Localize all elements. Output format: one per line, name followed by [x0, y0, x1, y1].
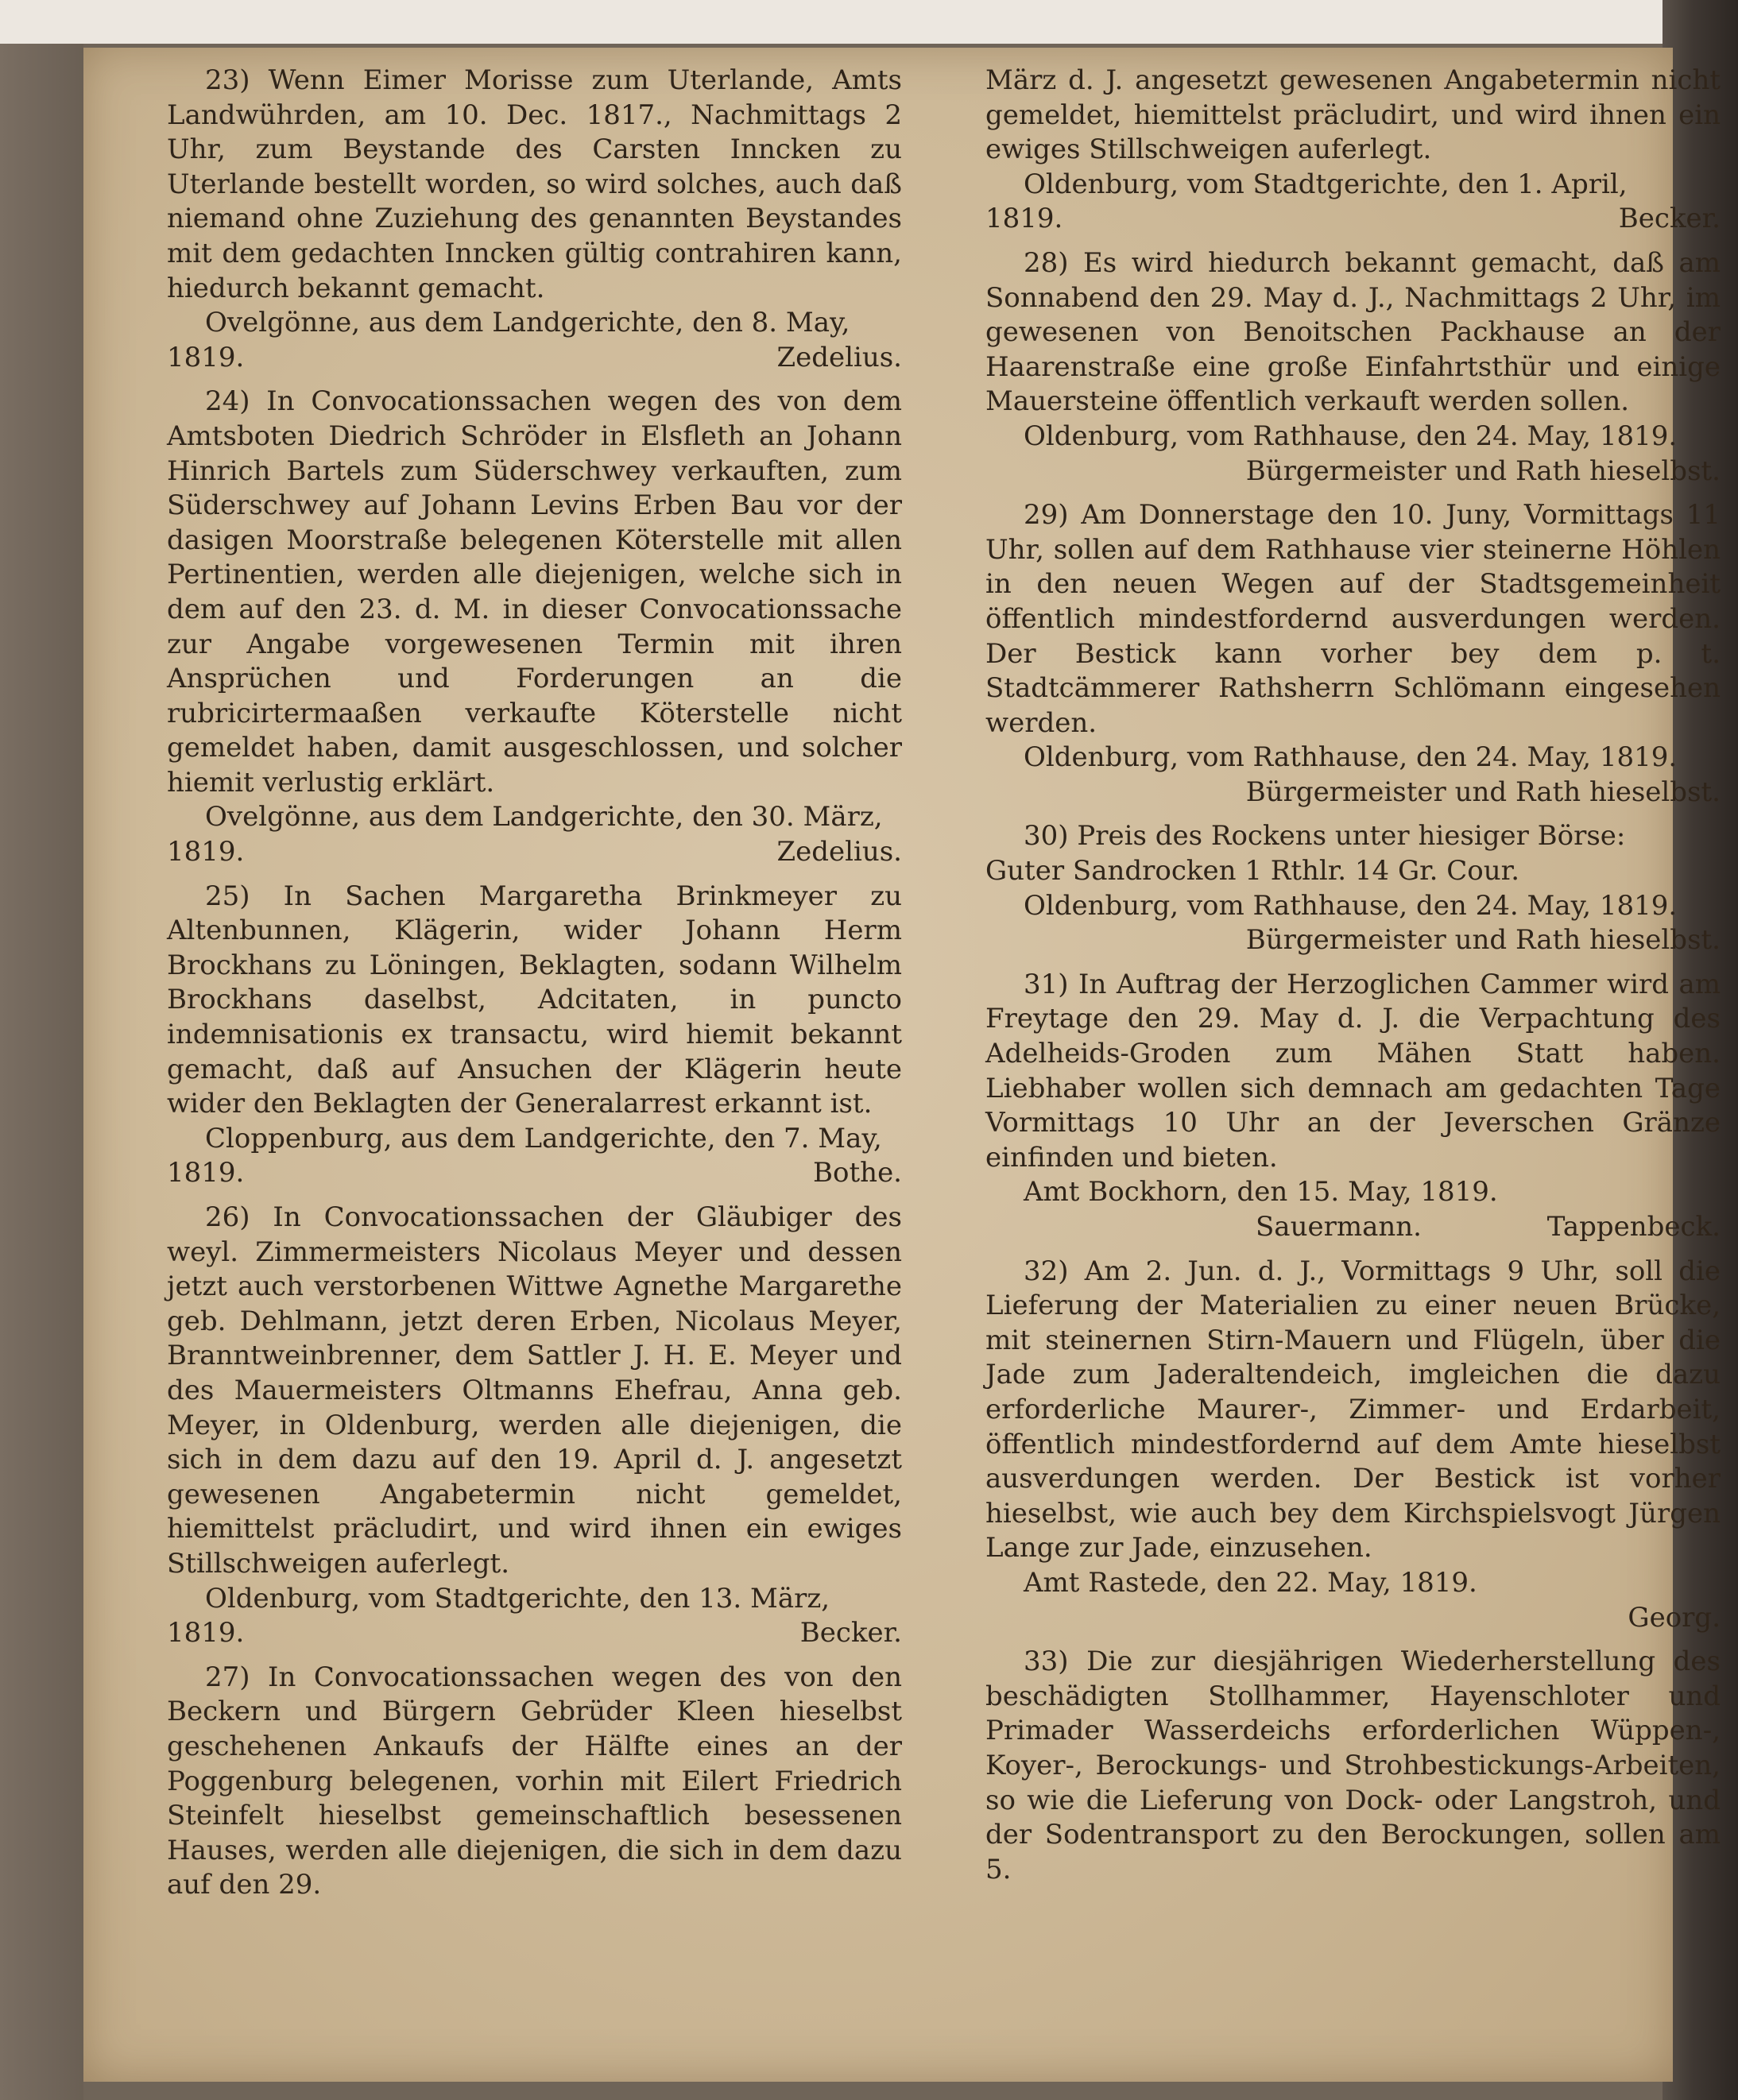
right-column [985, 64, 1721, 1897]
notice-date: Amt Bockhorn, den 15. May, 1819. [1024, 1176, 1498, 1209]
notice-signature-row [167, 835, 902, 870]
notice-text: 29) Am Donnerstage den 10. Juny, Vormittags 11 Uhr, sollen auf dem Rathhause vier steinerne Höhlen in den neuen Wegen auf der Stadtsgemeinheit öffentlich mindestfordernd ausverdungen werden. Der Bestick kann vorher bey dem p. t. Stadtcämmerer Rathsherrn Schlömann eingesehen werden. [985, 499, 1721, 739]
notice-26 [167, 1201, 902, 1651]
notice-31 [985, 968, 1721, 1245]
notice-year: 1819. [167, 341, 245, 373]
notice-signer: Zedelius. [776, 836, 902, 868]
notice-32 [985, 1255, 1721, 1636]
notice-signer: Bürgermeister und Rath hieselbst. [1245, 775, 1721, 808]
notice-price-line: Guter Sandrocken 1 Rthlr. 14 Gr. Cour. [985, 855, 1519, 888]
notice-text: 32) Am 2. Jun. d. J., Vormittags 9 Uhr, soll die Lieferung der Materialien zu einer neuen Brücke, mit steinernen Stirn-Mauern und Flügeln, über die Jade zum Jaderaltendeich, imgleichen die dazu erforderliche Maurer-, Zimmer- und Erdarbeit, öffentlich mindestfordernd auf dem Amte hieselbst ausverdungen werden. Der Bestick ist vorher hieselbst, wie auch bey dem Kirchspielsvogt Jürgen Lange zur Jade, einzusehen. [985, 1255, 1721, 1564]
notice-29 [985, 498, 1721, 810]
notice-text: 23) Wenn Eimer Morisse zum Uterlande, Amts Landwührden, am 10. Dec. 1817., Nachmittags 2 Uhr, zum Beystande des Carsten Inncken zu Uterlande bestellt worden, so wird solches, auch daß niemand ohne Zuziehung des genannten Beystandes mit dem gedachten Inncken gültig contrahiren kann, hiedurch bekannt gemacht. [167, 64, 902, 304]
notice-signer: Bürgermeister und Rath hieselbst. [1245, 454, 1721, 487]
notice-date: Ovelgönne, aus dem Landgerichte, den 30. März, [205, 801, 883, 833]
notice-signer: Georg. [1628, 1601, 1721, 1634]
notice-27 [167, 1661, 902, 1903]
notice-signer: Zedelius. [776, 341, 902, 373]
notice-date: Oldenburg, vom Rathhause, den 24. May, 1819. [1024, 741, 1678, 774]
notice-date: Oldenburg, vom Rathhause, den 24. May, 1819. [1024, 420, 1678, 452]
notice-text: 25) In Sachen Margaretha Brinkmeyer zu Altenbunnen, Klägerin, wider Johann Herm Brockhans zu Löningen, Beklagten, sodann Wilhelm Brockhans daselbst, Adcitaten, in puncto indemnisationis ex transactu, wird hiemit bekannt gemacht, daß auf Ansuchen der Klägerin heute wider den Beklagten der Generalarrest erkannt ist. [167, 880, 902, 1120]
notice-date: Ovelgönne, aus dem Landgerichte, den 8. May, [205, 307, 850, 339]
notice-signature-row [167, 1616, 902, 1651]
notice-signer: Bürgermeister und Rath hieselbst. [1245, 924, 1721, 957]
notice-year: 1819. [167, 1157, 245, 1189]
notice-25 [167, 880, 902, 1191]
notice-signer: Bothe. [813, 1157, 902, 1189]
notice-signature-row [167, 1156, 902, 1191]
left-column [167, 64, 902, 1912]
notice-signer: Becker. [1618, 203, 1721, 235]
notice-text: 31) In Auftrag der Herzoglichen Cammer wird am Freytage den 29. May d. J. die Verpachtung des Adelheids-Groden zum Mähen Statt haben. Liebhaber wollen sich demnach am gedachten Tage Vormittags 10 Uhr an der Jeverschen Gränze einfinden und bieten. [985, 968, 1721, 1174]
notice-23 [167, 64, 902, 375]
scan-border-top [0, 0, 1738, 44]
notice-signature-row [985, 1210, 1721, 1245]
notice-30 [985, 819, 1721, 957]
notice-text: 28) Es wird hiedurch bekannt gemacht, daß am Sonnabend den 29. May d. J., Nachmittags 2 Uhr, im gewesenen von Benoitschen Packhause an der Haarenstraße eine große Einfahrtsthür und einige Mauersteine öffentlich verkauft werden sollen. [985, 246, 1721, 418]
notice-text: 27) In Convocationssachen wegen des von den Beckern und Bürgern Gebrüder Kleen hieselbst geschehenen Ankaufs der Hälfte eines an der Poggenburg belegenen, vorhin mit Eilert Friedrich Steinfelt hieselbst gemeinschaftlich besessenen Hauses, werden alle diejenigen, die sich in dem dazu auf den 29. [167, 1661, 902, 1901]
notice-signature-row [167, 341, 902, 376]
notice-signer: Becker. [799, 1617, 902, 1649]
notice-33 [985, 1645, 1721, 1887]
notice-signer: Tappenbeck. [1546, 1211, 1721, 1243]
notice-text: 33) Die zur diesjährigen Wiederherstellung des beschädigten Stollhammer, Hayenschloter und Primader Wasserdeichs erforderlichen Wüppen-, Koyer-, Berockungs- und Strohbestickungs-Arbeiten, so wie die Lieferung von Dock- oder Langstroh, und der Sodentransport zu den Berockungen, sollen am 5. [985, 1646, 1721, 1885]
notice-date: Oldenburg, vom Rathhause, den 24. May, 1819. [1024, 889, 1678, 922]
notice-signature-row [985, 202, 1721, 237]
notice-date: Oldenburg, vom Stadtgerichte, den 13. März, [205, 1582, 830, 1615]
notice-signer: Sauermann. [1256, 1211, 1422, 1243]
notice-year: 1819. [985, 203, 1063, 235]
notice-date: Oldenburg, vom Stadtgerichte, den 1. April, [1024, 168, 1628, 200]
notice-text: März d. J. angesetzt gewesenen Angabetermin nicht gemeldet, hiemittelst präcludirt, und wird ihnen ein ewiges Stillschweigen auferlegt. [985, 64, 1721, 166]
notice-28 [985, 246, 1721, 489]
notice-24 [167, 385, 902, 869]
notice-date: Amt Rastede, den 22. May, 1819. [1024, 1566, 1477, 1599]
notice-year: 1819. [167, 836, 245, 868]
notice-text: 24) In Convocationssachen wegen des von dem Amtsboten Diedrich Schröder in Elsfleth an Johann Hinrich Bartels zum Süderschwey verkauften, zum Süderschwey auf Johann Levins Erben Bau vor der dasigen Moorstraße belegenen Köterstelle mit allen Pertinentien, werden alle diejenigen, welche sich in dem auf den 23. d. M. in dieser Convocationssache zur Angabe vorgewesenen Termin mit ihren Ansprüchen und Forderungen an die rubricirtermaaßen verkaufte Köterstelle nicht gemeldet haben, damit ausgeschlossen, und solcher hiemit verlustig erklärt. [167, 385, 902, 799]
notice-date: Cloppenburg, aus dem Landgerichte, den 7. May, [205, 1122, 882, 1154]
scan-border-left [0, 44, 83, 2100]
notice-text: 26) In Convocationssachen der Gläubiger des weyl. Zimmermeisters Nicolaus Meyer und dessen jetzt auch verstorbenen Wittwe Agnethe Margarethe geb. Dehlmann, jetzt deren Erben, Nicolaus Meyer, Branntweinbrenner, dem Sattler J. H. E. Meyer und des Mauermeisters Oltmanns Ehefrau, Anna geb. Meyer, in Oldenburg, werden alle diejenigen, die sich in dem dazu auf den 19. April d. J. angesetzt gewesenen Angabetermin nicht gemeldet, hiemittelst präcludirt, und wird ihnen ein ewiges Stillschweigen auferlegt. [167, 1201, 902, 1580]
notice-text: 30) Preis des Rockens unter hiesiger Börse: [1024, 820, 1626, 853]
notice-27-continued [985, 64, 1721, 237]
notice-year: 1819. [167, 1617, 245, 1649]
